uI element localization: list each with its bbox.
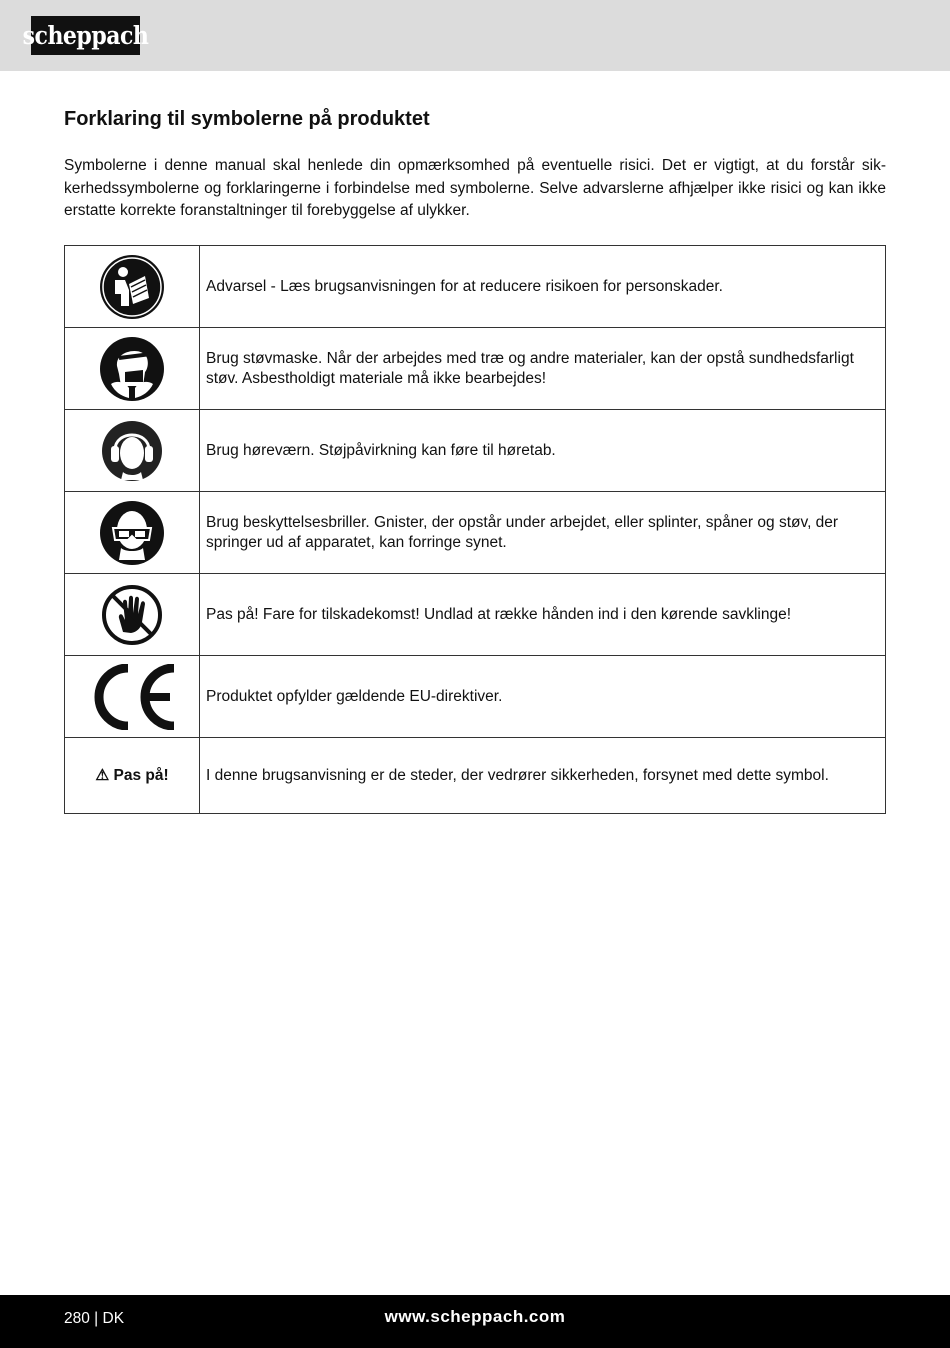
page-title: Forklaring til symbolerne på produktet [64, 108, 430, 130]
symbols-table [64, 245, 886, 814]
read-manual-icon [99, 254, 165, 320]
no-hands-icon [101, 584, 163, 646]
icon-cell [65, 410, 200, 492]
page-footer [0, 1295, 950, 1348]
symbol-description: Produktet opfylder gældende EU-direktiver. [200, 656, 886, 738]
table-row [65, 656, 886, 738]
symbol-description: Pas på! Fare for tilskadekomst! Undlad at række hånden ind i den kørende savklinge! [200, 574, 886, 656]
page-number-block: 280 | DK [64, 1310, 125, 1327]
symbol-description: I denne brugsanvisning er de steder, der vedrører sikkerheden, forsynet med dette symbol. [200, 738, 886, 814]
symbol-description: Advarsel - Læs brugsanvisningen for at reducere risikoen for personskader. [200, 246, 886, 328]
safety-goggles-icon [99, 500, 165, 566]
icon-cell [65, 328, 200, 410]
ear-protection-icon [101, 420, 163, 482]
scheppach-logo [22, 16, 149, 55]
table-row [65, 492, 886, 574]
ce-mark-icon [86, 664, 178, 730]
table-row [65, 738, 886, 814]
table-row [65, 410, 886, 492]
symbol-description: Brug støvmaske. Når der arbejdes med træ og andre materialer, kan der opstå sundhedsfarligt støv. Asbestholdigt materiale må ikke bearbejdes! [200, 328, 886, 410]
warning-label-text: Pas på! [113, 767, 169, 784]
logo-text: scheppach [22, 20, 149, 51]
page-number: 280 [64, 1310, 90, 1327]
symbol-description: Brug høreværn. Støjpåvirkning kan føre til høretab. [200, 410, 886, 492]
table-row [65, 574, 886, 656]
warning-triangle-icon: ⚠ [95, 767, 114, 784]
symbol-description: Brug beskyttelsesbriller. Gnister, der opstår under arbejdet, eller splinter, spåner og støv, der springer ud af apparatet, kan forringe synet. [200, 492, 886, 574]
dust-mask-icon [99, 336, 165, 402]
icon-cell [65, 656, 200, 738]
icon-cell [65, 574, 200, 656]
icon-cell [65, 492, 200, 574]
website-url: www.scheppach.com [384, 1307, 566, 1326]
intro-paragraph: Symbolerne i denne manual skal henlede din opmærksomhed på eventuelle risici. Det er vigtigt, at du forstår sikkerhedssymbolerne og forklaringerne i forbindelse med symbolerne. Selve advarslerne afhjælper ikke risici og kan ikke erstatte korrekte foranstaltninger til forebyggelse af ulykker. [64, 157, 886, 219]
language-code: DK [102, 1310, 125, 1327]
table-row [65, 246, 886, 328]
warning-label [95, 767, 168, 784]
page-header [0, 0, 950, 71]
icon-cell [65, 246, 200, 328]
icon-cell [65, 738, 200, 814]
table-row [65, 328, 886, 410]
